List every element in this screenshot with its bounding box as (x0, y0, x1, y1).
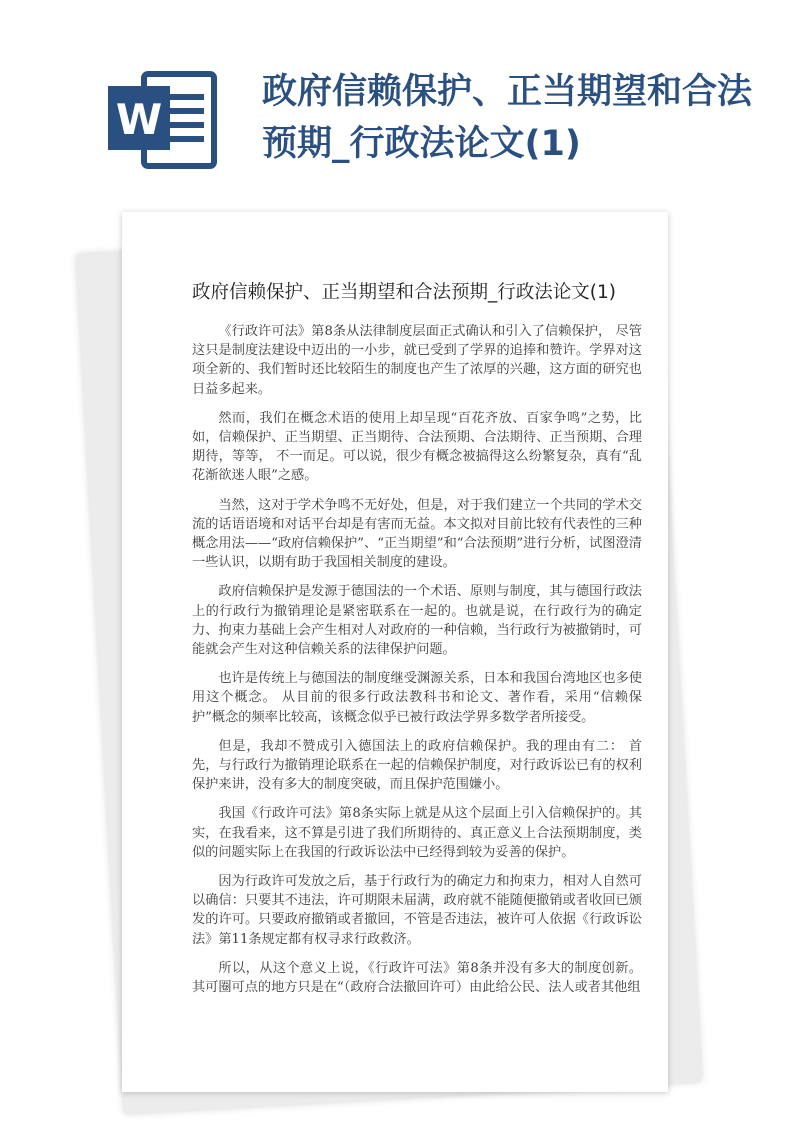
word-icon-letter: W (115, 95, 163, 144)
page-header (0, 0, 800, 215)
paragraph: 《行政许可法》第8条从法律制度层面正式确认和引入了信赖保护， 尽管这只是制度法建设中迈出的一小步，就已受到了学界的追捧和赞许。学界对这项全新的、我们暂时还比较陌生的制度也产生了浓厚的兴趣，这方面的研究也日益多起来。 (192, 324, 642, 397)
paragraph: 当然，这对于学术争鸣不无好处，但是，对于我们建立一个共同的学术交流的话语语境和对话平台却是有害而无益。本文拟对目前比较有代表性的三种概念用法——“政府信赖保护”、“正当期望”和“合法预期”进行分析，试图澄清一些认识，以期有助于我国相关制度的建设。 (192, 497, 642, 571)
paragraph: 所以，从这个意义上说，《行政许可法》第8条并没有多大的制度创新。其可圈可点的地方只是在“（政府合法撤回许可）由此给公民、法人或者其他组 (192, 960, 642, 996)
page-title: 政府信赖保护、正当期望和合法预期_行政法论文(1) (262, 72, 753, 164)
paragraph: 也许是传统上与德国法的制度继受渊源关系，日本和我国台湾地区也多使用这个概念。 从目前的很多行政法教科书和论文、著作看，采用“信赖保护”概念的频率比较高，该概念似乎已被行政法学界多数学者所接受。 (192, 671, 642, 725)
paragraph: 因为行政许可发放之后，基于行政行为的确定力和拘束力，相对人自然可以确信：只要其不违法，许可期限未届满，政府就不能随便撤销或者收回已颁发的许可。只要政府撤销或者撤回，不管是否违法，被许可人依据《行政诉讼法》第11条规定都有权寻求行政救济。 (192, 874, 642, 947)
paragraph: 我国《行政许可法》第8条实际上就是从这个层面上引入信赖保护的。其实，在我看来，这不算是引进了我们所期待的、真正意义上合法预期制度，类似的问题实际上在我国的行政诉讼法中已经得到较为妥善的保护。 (192, 806, 642, 860)
paragraph: 但是，我却不赞成引入德国法上的政府信赖保护。我的理由有二： 首先，与行政行为撤销理论联系在一起的信赖保护制度，对行政诉讼已有的权利保护来讲，没有多大的制度突破，而且保护范围嫌小。 (192, 738, 642, 793)
document-title: 政府信赖保护、正当期望和合法预期_行政法论文(1) (192, 282, 616, 303)
paragraph: 然而，我们在概念术语的使用上却呈现“百花齐放、百家争鸣”之势，比如，信赖保护、正当期望、正当期待、合法预期、合法期待、正当预期、合理期待，等等， 不一而足。可以说，很少有概念被搞得这么纷繁复杂，真有“乱花渐欲迷人眼”之感。 (192, 410, 642, 484)
paragraph: 政府信赖保护是发源于德国法的一个术语、原则与制度，其与德国行政法上的行政行为撤销理论是紧密联系在一起的。也就是说，在行政行为的确定力、拘束力基础上会产生相对人对政府的一种信赖，当行政行为被撤销时，可能就会产生对这种信赖关系的法律保护问题。 (192, 584, 642, 658)
document-body (192, 322, 642, 1007)
word-document-icon (108, 70, 218, 170)
document-page (122, 212, 668, 1092)
